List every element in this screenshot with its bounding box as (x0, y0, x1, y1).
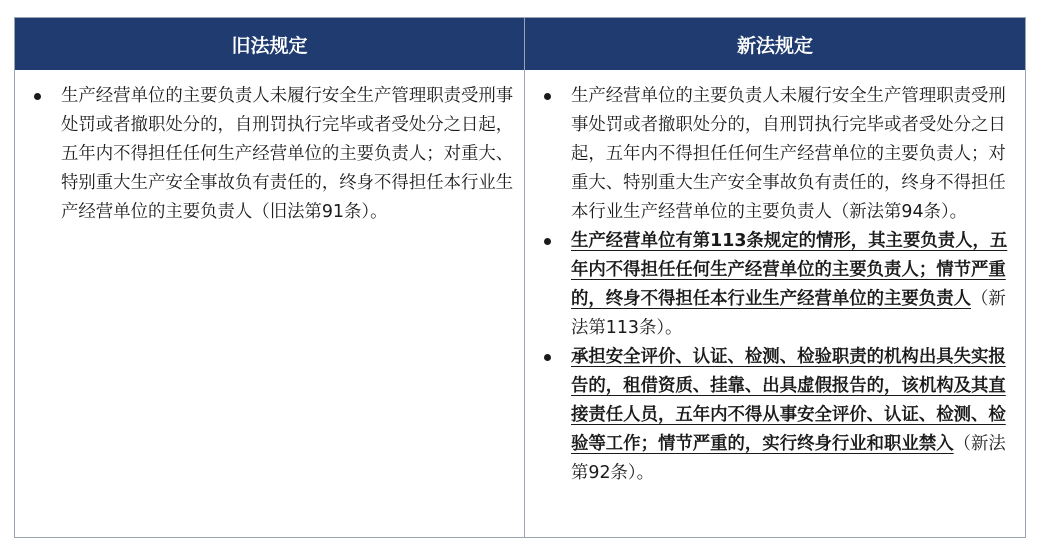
new-law-item-3 (571, 343, 1015, 488)
old-law-column (15, 70, 525, 537)
new-law-item-2-citation: （新法第113条）。 (571, 289, 1006, 338)
new-law-column (525, 70, 1025, 537)
new-law-item-3-citation: （新法第92条）。 (571, 434, 1006, 483)
new-law-item-1 (571, 82, 1015, 227)
comparison-table (14, 17, 1026, 538)
new-law-header: 新法规定 (525, 18, 1025, 70)
old-law-item-1 (61, 82, 516, 227)
new-law-item-1-text: 生产经营单位的主要负责人未履行安全生产管理职责受刑事处罚或者撤职处分的，自刑罚执行完毕或者受处分之日起，五年内不得担任任何生产经营单位的主要负责人；对重大、特别重大生产安全事故负有责任的，终身不得担任本行业生产经营单位的主要负责人（新法第94条）。 (571, 86, 1006, 222)
old-law-item-1-text: 生产经营单位的主要负责人未履行安全生产管理职责受刑事处罚或者撤职处分的，自刑罚执行完毕或者受处分之日起，五年内不得担任任何生产经营单位的主要负责人；对重大、特别重大生产安全事故负有责任的，终身不得担任本行业生产经营单位的主要负责人（旧法第91条）。 (61, 86, 514, 222)
old-law-header: 旧法规定 (15, 18, 525, 70)
new-law-item-3-emphasis: 承担安全评价、认证、检测、检验职责的机构出具失实报告的，租借资质、挂靠、出具虚假报告的，该机构及其直接责任人员，五年内不得从事安全评价、认证、检测、检验等工作；情节严重的，实行终身行业和职业禁入 (571, 347, 1006, 454)
new-law-item-2-emphasis: 生产经营单位有第113条规定的情形，其主要负责人，五年内不得担任任何生产经营单位的主要负责人；情节严重的，终身不得担任本行业生产经营单位的主要负责人 (571, 231, 1008, 309)
new-law-list (571, 82, 1015, 488)
new-law-item-2 (571, 227, 1015, 343)
old-law-list (61, 82, 516, 227)
